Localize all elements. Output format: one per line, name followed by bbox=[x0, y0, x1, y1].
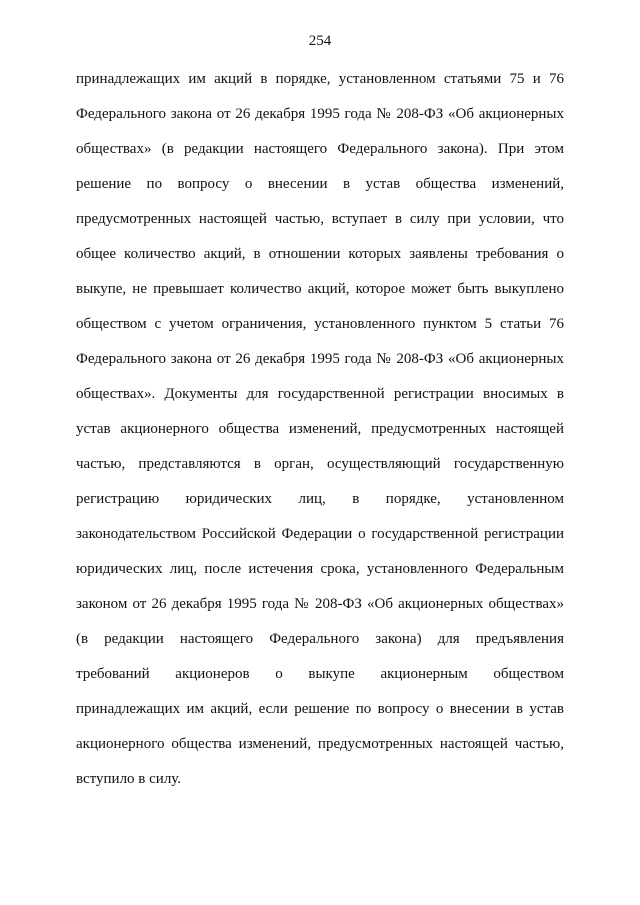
text-line: обществом с учетом ограничения, установленного пунктом 5 статьи 76 bbox=[76, 316, 564, 332]
text-line: (в редакции настоящего Федерального закона) для предъявления bbox=[76, 631, 564, 647]
text-line: Федерального закона от 26 декабря 1995 года № 208-ФЗ «Об акционерных bbox=[76, 106, 564, 122]
text-line: обществах» (в редакции настоящего Федерального закона). При этом bbox=[76, 141, 564, 157]
text-line: общее количество акций, в отношении которых заявлены требования о bbox=[76, 246, 564, 262]
text-line: регистрацию юридических лиц, в порядке, установленном bbox=[76, 491, 564, 507]
text-line: акционерного общества изменений, предусмотренных настоящей частью, bbox=[76, 736, 564, 752]
text-line: законом от 26 декабря 1995 года № 208-ФЗ «Об акционерных обществах» bbox=[76, 596, 564, 612]
text-line: решение по вопросу о внесении в устав общества изменений, bbox=[76, 176, 564, 192]
document-body bbox=[76, 62, 564, 797]
text-line: принадлежащих им акций, если решение по вопросу о внесении в устав bbox=[76, 701, 564, 717]
text-line: требований акционеров о выкупе акционерным обществом bbox=[76, 666, 564, 682]
text-line: частью, представляются в орган, осуществляющий государственную bbox=[76, 456, 564, 472]
text-line: обществах». Документы для государственной регистрации вносимых в bbox=[76, 386, 564, 402]
text-line: устав акционерного общества изменений, предусмотренных настоящей bbox=[76, 421, 564, 437]
page-number: 254 bbox=[308, 33, 332, 49]
text-line: принадлежащих им акций в порядке, установленном статьями 75 и 76 bbox=[76, 71, 564, 87]
text-line: законодательством Российской Федерации о государственной регистрации bbox=[76, 526, 564, 542]
text-line: юридических лиц, после истечения срока, установленного Федеральным bbox=[76, 561, 564, 577]
text-line: выкупе, не превышает количество акций, которое может быть выкуплено bbox=[76, 281, 564, 297]
text-line: предусмотренных настоящей частью, вступает в силу при условии, что bbox=[76, 211, 564, 227]
text-line: Федерального закона от 26 декабря 1995 года № 208-ФЗ «Об акционерных bbox=[76, 351, 564, 367]
text-line: вступило в силу. bbox=[76, 771, 182, 787]
